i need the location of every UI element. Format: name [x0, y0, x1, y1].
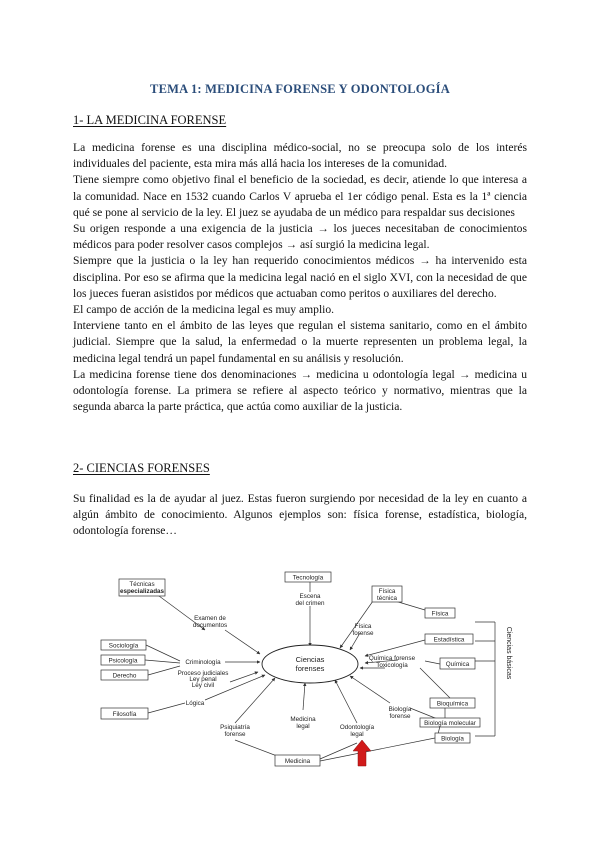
node-sociologia	[101, 640, 146, 650]
svg-text:Tecnología: Tecnología	[292, 574, 324, 582]
section-heading-medicina-forense: 1- LA MEDICINA FORENSE	[73, 113, 227, 127]
svg-text:Química forense: Química forense	[368, 655, 416, 662]
svg-text:Técnicas: Técnicas	[129, 581, 155, 588]
svg-text:Toxicología: Toxicología	[376, 662, 408, 669]
node-psicologia	[101, 655, 145, 665]
node-biologia-molecular	[420, 718, 480, 727]
svg-text:Biología: Biología	[441, 735, 464, 743]
section-body-medicina-forense	[73, 140, 527, 415]
svg-text:Biología molecular: Biología molecular	[424, 720, 476, 727]
node-filosofia	[101, 708, 148, 719]
page-title: TEMA 1: MEDICINA FORENSE Y ODONTOLOGÍA	[150, 82, 450, 96]
svg-text:Escena: Escena	[299, 593, 321, 600]
svg-text:legal: legal	[350, 731, 364, 738]
svg-text:Psiquiatría: Psiquiatría	[220, 724, 250, 731]
svg-text:Proceso judiciales: Proceso judiciales	[177, 670, 229, 677]
svg-text:Medicina: Medicina	[290, 716, 316, 723]
node-fisica	[425, 608, 455, 618]
svg-text:forense: forense	[352, 630, 374, 637]
paragraph: Su origen responde a una exigencia de la justicia → los jueces necesitaban de conocimientos médicos para poder resolver casos complejos → así surgió la medicina legal.	[73, 222, 527, 252]
paragraph: La medicina forense tiene dos denominaciones → medicina u odontología legal → medicina u odontología forense. La primera se refiere al aspecto teórico y normativo, mientras que la segunda abarca la parte práctica, que actúa como auxiliar de la justicia.	[73, 367, 527, 414]
svg-text:especializadas: especializadas	[119, 588, 165, 595]
svg-text:Ley civil: Ley civil	[191, 682, 215, 689]
node-fisica-tecnica	[372, 586, 402, 602]
svg-text:Física: Física	[354, 623, 372, 630]
paragraph: Tiene siempre como objetivo final el beneficio de la sociedad, es decir, atiende lo que interesa a la comunidad. Nace en 1532 cuando Carlos V aprueba el 1er código penal. Esta es la 1ª ciencia qué se pone al servicio de la ley. El juez se ayudaba de un médico para respaldar sus decisiones	[73, 173, 527, 219]
svg-text:Bioquímica: Bioquímica	[436, 700, 469, 708]
center-node	[262, 645, 358, 683]
forensic-sciences-diagram	[95, 558, 525, 776]
svg-text:Química: Química	[445, 661, 470, 668]
node-tecnicas	[119, 579, 165, 596]
section-body-ciencias-forenses	[73, 491, 527, 540]
svg-text:Ciencias: Ciencias	[295, 655, 325, 664]
paragraph: Interviene tanto en el ámbito de las leyes que regulan el sistema sanitario, como en el ámbito judicial. Siempre que la salud, la enfermedad o la muerte representen un problema legal, la medicina legal tendrá un papel fundamental en su análisis y resolución.	[73, 319, 527, 365]
svg-text:Psicología: Psicología	[108, 657, 138, 665]
svg-text:Odontología: Odontología	[339, 724, 375, 731]
svg-text:forenses: forenses	[295, 664, 325, 673]
node-bioquimica	[430, 698, 475, 708]
svg-text:legal: legal	[296, 723, 310, 730]
svg-text:Física: Física	[378, 588, 396, 595]
svg-text:Derecho: Derecho	[112, 672, 137, 680]
node-derecho	[101, 670, 148, 680]
svg-text:forense: forense	[389, 713, 411, 720]
svg-text:Física: Física	[431, 610, 449, 618]
paragraph: Su finalidad es la de ayudar al juez. Estas fueron surgiendo por necesidad de la ley en cuanto a algún ámbito de conocimiento. Algunos ejemplos son: física forense, estadística, biología, odontología forense…	[73, 492, 527, 538]
node-tecnologia	[285, 572, 331, 582]
svg-text:Medicina: Medicina	[284, 758, 311, 765]
svg-text:Ciencias básicas: Ciencias básicas	[505, 626, 512, 680]
paragraph: Siempre que la justicia o la ley han requerido conocimientos médicos → ha intervenido esta disciplina. Por eso se afirma que la medicina legal nació en el siglo XVI, con la necesidad de que los jueces fueran asistidos por médicos que actuaban como peritos o auxiliares del derecho.	[73, 254, 527, 300]
svg-text:técnica: técnica	[377, 595, 397, 602]
svg-text:forense: forense	[224, 731, 246, 738]
paragraph: La medicina forense es una disciplina médico-social, no se preocupa solo de los interés individuales del paciente, esta mira más allá hacia los intereses de la comunidad.	[73, 141, 527, 171]
svg-text:Sociología: Sociología	[108, 642, 139, 650]
node-biologia	[435, 733, 470, 743]
svg-text:Examen de: Examen de	[194, 615, 226, 622]
svg-text:Filosofía: Filosofía	[112, 711, 137, 718]
svg-text:Biología: Biología	[388, 706, 412, 713]
svg-text:del crimen: del crimen	[295, 600, 325, 607]
svg-text:Criminología: Criminología	[185, 659, 221, 666]
node-medicina	[275, 755, 320, 766]
section-heading-ciencias-forenses: 2- CIENCIAS FORENSES	[73, 461, 210, 475]
svg-text:Estadística: Estadística	[433, 636, 465, 644]
paragraph: El campo de acción de la medicina legal es muy amplio.	[73, 303, 335, 317]
svg-text:Lógica: Lógica	[185, 700, 205, 707]
svg-text:documentos: documentos	[192, 622, 228, 629]
node-quimica	[440, 658, 475, 669]
node-estadistica	[425, 634, 473, 644]
svg-text:Ley penal: Ley penal	[189, 676, 217, 683]
